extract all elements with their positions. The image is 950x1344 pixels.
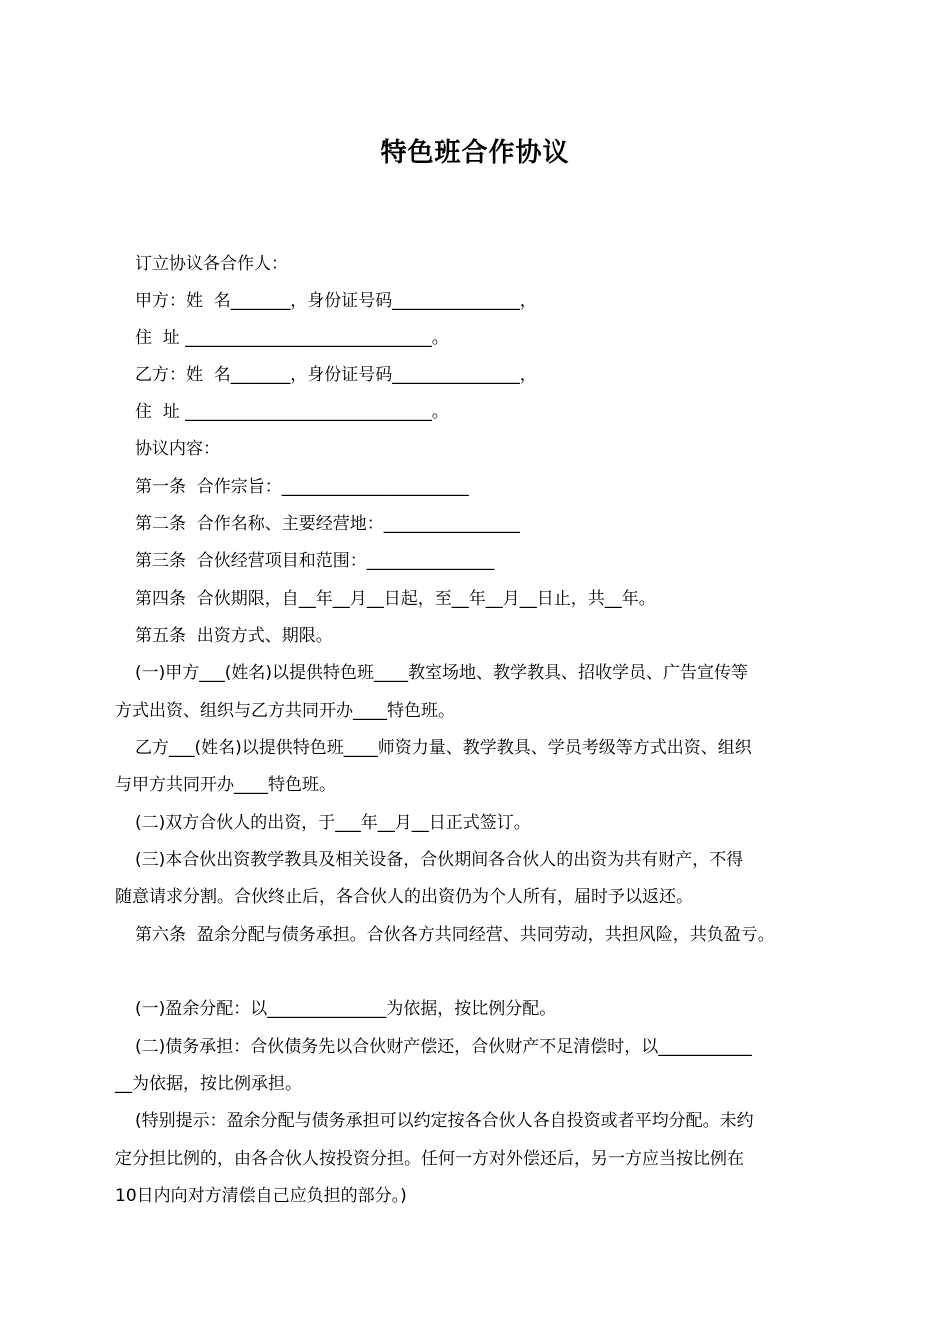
text-line: 方式出资、组织与乙方共同开办____特色班。: [115, 701, 455, 721]
text-line: 乙方___(姓名)以提供特色班____师资力量、教学教具、学员考级等方式出资、组织: [135, 738, 752, 758]
text-line: 第三条 合伙经营项目和范围：_______________: [135, 551, 495, 571]
text-line: 第四条 合伙期限，自__年__月__日起，至__年__月__日止，共__年。: [135, 589, 656, 609]
text-line: (二)双方合伙人的出资，于___年__月__日正式签订。: [135, 813, 531, 833]
text-line: 第五条 出资方式、期限。: [135, 626, 333, 646]
text-line: 第六条 盈余分配与债务承担。合伙各方共同经营、共同劳动，共担风险，共负盈亏。: [135, 925, 775, 945]
text-line: (特别提示：盈余分配与债务承担可以约定按各合伙人各自投资或者平均分配。未约: [135, 1111, 754, 1131]
text-line: 甲方：姓 名_______，身份证号码_______________，: [135, 291, 537, 311]
text-line: 定分担比例的，由各合伙人按投资分担。任何一方对外偿还后，另一方应当按比例在: [115, 1149, 744, 1169]
text-line: (三)本合伙出资教学教具及相关设备，合伙期间各合伙人的出资为共有财产，不得: [135, 850, 744, 870]
text-line: 住 址 _____________________________。: [135, 402, 449, 422]
text-line: (一)甲方___(姓名)以提供特色班____教室场地、教学教具、招收学员、广告宣传等: [135, 663, 749, 683]
document-title: 特色班合作协议: [380, 138, 570, 168]
text-line: (一)盈余分配：以______________为依据，按比例分配。: [135, 999, 557, 1019]
text-line: __为依据，按比例承担。: [115, 1074, 302, 1094]
text-line: 与甲方共同开办____特色班。: [115, 775, 336, 795]
text-line: (二)债务承担：合伙债务先以合伙财产偿还，合伙财产不足清偿时，以___________: [135, 1037, 752, 1057]
text-line: 第二条 合作名称、主要经营地：________________: [135, 514, 520, 534]
text-line: 乙方：姓 名_______，身份证号码_______________，: [135, 365, 537, 385]
text-line: 第一条 合作宗旨：______________________: [135, 477, 469, 497]
text-line: 10日内向对方清偿自己应负担的部分。): [115, 1186, 407, 1206]
text-line: 订立协议各合作人：: [135, 254, 288, 274]
text-line: 住 址 _____________________________。: [135, 328, 449, 348]
text-line: 随意请求分割。合伙终止后，各合伙人的出资仍为个人所有，届时予以返还。: [115, 887, 693, 907]
text-line: 协议内容：: [135, 439, 220, 459]
